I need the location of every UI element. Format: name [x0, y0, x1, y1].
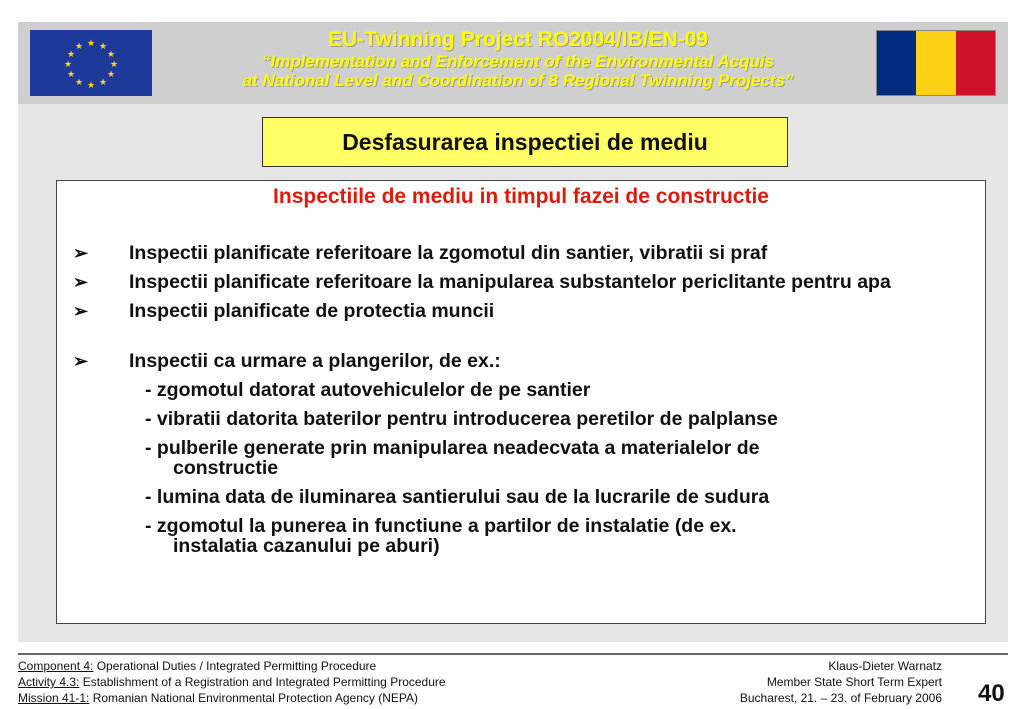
bullet-list: [73, 243, 963, 565]
svg-text:★: ★: [74, 42, 84, 52]
svg-text:★: ★: [63, 60, 73, 70]
footer-activity: [18, 674, 446, 690]
list-item: [73, 243, 963, 263]
footer-place-date: Bucharest, 21. – 23. of February 2006: [739, 691, 942, 705]
eu-stars: [30, 30, 152, 96]
footer-activity-text: Establishment of a Registration and Integrated Permitting Procedure: [79, 675, 446, 689]
svg-text:★: ★: [66, 70, 76, 80]
romania-flag-blue: [877, 31, 916, 95]
footer-author-info: [650, 658, 942, 706]
romania-flag-red: [956, 31, 995, 95]
sub-list-item-text: - zgomotul la punerea in functiune a partilor de instalatie (de ex.: [145, 515, 737, 537]
list-item: [73, 301, 963, 321]
slide-title: Desfasurarea inspectiei de mediu: [262, 117, 788, 167]
footer-author: Klaus-Dieter Warnatz: [828, 659, 942, 673]
project-title-line2: “Implementation and Enforcement of the Environmental Acquis: [261, 52, 775, 71]
sub-list-item-continuation: instalatia cazanului pe aburi): [173, 535, 440, 557]
sub-list-item: [73, 380, 963, 400]
sub-list-item: [73, 516, 963, 556]
sub-list-item-continuation: constructie: [173, 457, 279, 479]
list-item-text: Inspectii ca urmare a plangerilor, de ex.:: [129, 350, 501, 372]
footer-component: [18, 658, 446, 674]
project-title-line1: EU-Twinning Project RO2004/IB/EN-09: [327, 28, 709, 51]
sub-list-item: [73, 438, 963, 478]
footer-mission-text: Romanian National Environmental Protection Agency (NEPA): [89, 691, 418, 705]
sub-list-item-text: - vibratii datorita baterilor pentru introducerea peretilor de palplanse: [145, 408, 778, 430]
romania-flag-yellow: [916, 31, 955, 95]
project-title-line3: at National Level and Coordination of 8 Regional Twinning Projects”: [242, 71, 794, 90]
content-box: [56, 180, 986, 624]
arrow-bullet-icon: ➢: [73, 243, 89, 263]
svg-text:★: ★: [98, 78, 108, 88]
footer-component-label: Component 4:: [18, 659, 94, 673]
list-item-text: Inspectii planificate de protectia muncii: [129, 300, 495, 322]
list-item-text: Inspectii planificate referitoare la zgomotul din santier, vibratii si praf: [129, 242, 768, 264]
footer-mission: [18, 690, 446, 706]
footer-divider: [18, 653, 1008, 655]
page-number: 40: [978, 680, 1005, 707]
svg-text:★: ★: [106, 70, 116, 80]
svg-text:★: ★: [98, 42, 108, 52]
svg-text:★: ★: [109, 60, 119, 70]
sub-list-item-text: - zgomotul datorat autovehiculelor de pe santier: [145, 379, 591, 401]
sub-list-item: [73, 409, 963, 429]
content-subtitle: Inspectiile de mediu in timpul fazei de constructie: [273, 185, 769, 208]
list-item: [73, 272, 963, 292]
project-title: [168, 28, 868, 90]
romania-flag-icon: [876, 30, 996, 96]
arrow-bullet-icon: ➢: [73, 272, 89, 292]
footer-project-info: [18, 658, 446, 706]
svg-text:★: ★: [74, 78, 84, 88]
list-item: [73, 351, 963, 371]
svg-text:★: ★: [86, 81, 96, 91]
sub-list-item-text: - lumina data de iluminarea santierului sau de la lucrarile de sudura: [145, 486, 770, 508]
footer-mission-label: Mission 41-1:: [18, 691, 90, 705]
footer-component-text: Operational Duties / Integrated Permitting Procedure: [93, 659, 377, 673]
arrow-bullet-icon: ➢: [73, 351, 89, 371]
svg-text:★: ★: [106, 50, 116, 60]
footer-role: Member State Short Term Expert: [766, 675, 942, 689]
sub-list-item-text: - pulberile generate prin manipularea neadecvata a materialelor de: [145, 437, 760, 459]
eu-flag-icon: [30, 30, 152, 96]
sub-list-item: [73, 487, 963, 507]
svg-text:★: ★: [66, 50, 76, 60]
svg-text:★: ★: [86, 39, 96, 49]
arrow-bullet-icon: ➢: [73, 301, 89, 321]
list-item-text: Inspectii planificate referitoare la manipularea substantelor periclitante pentru apa: [129, 271, 891, 293]
header-banner: [18, 22, 1008, 104]
footer-activity-label: Activity 4.3:: [18, 675, 80, 689]
